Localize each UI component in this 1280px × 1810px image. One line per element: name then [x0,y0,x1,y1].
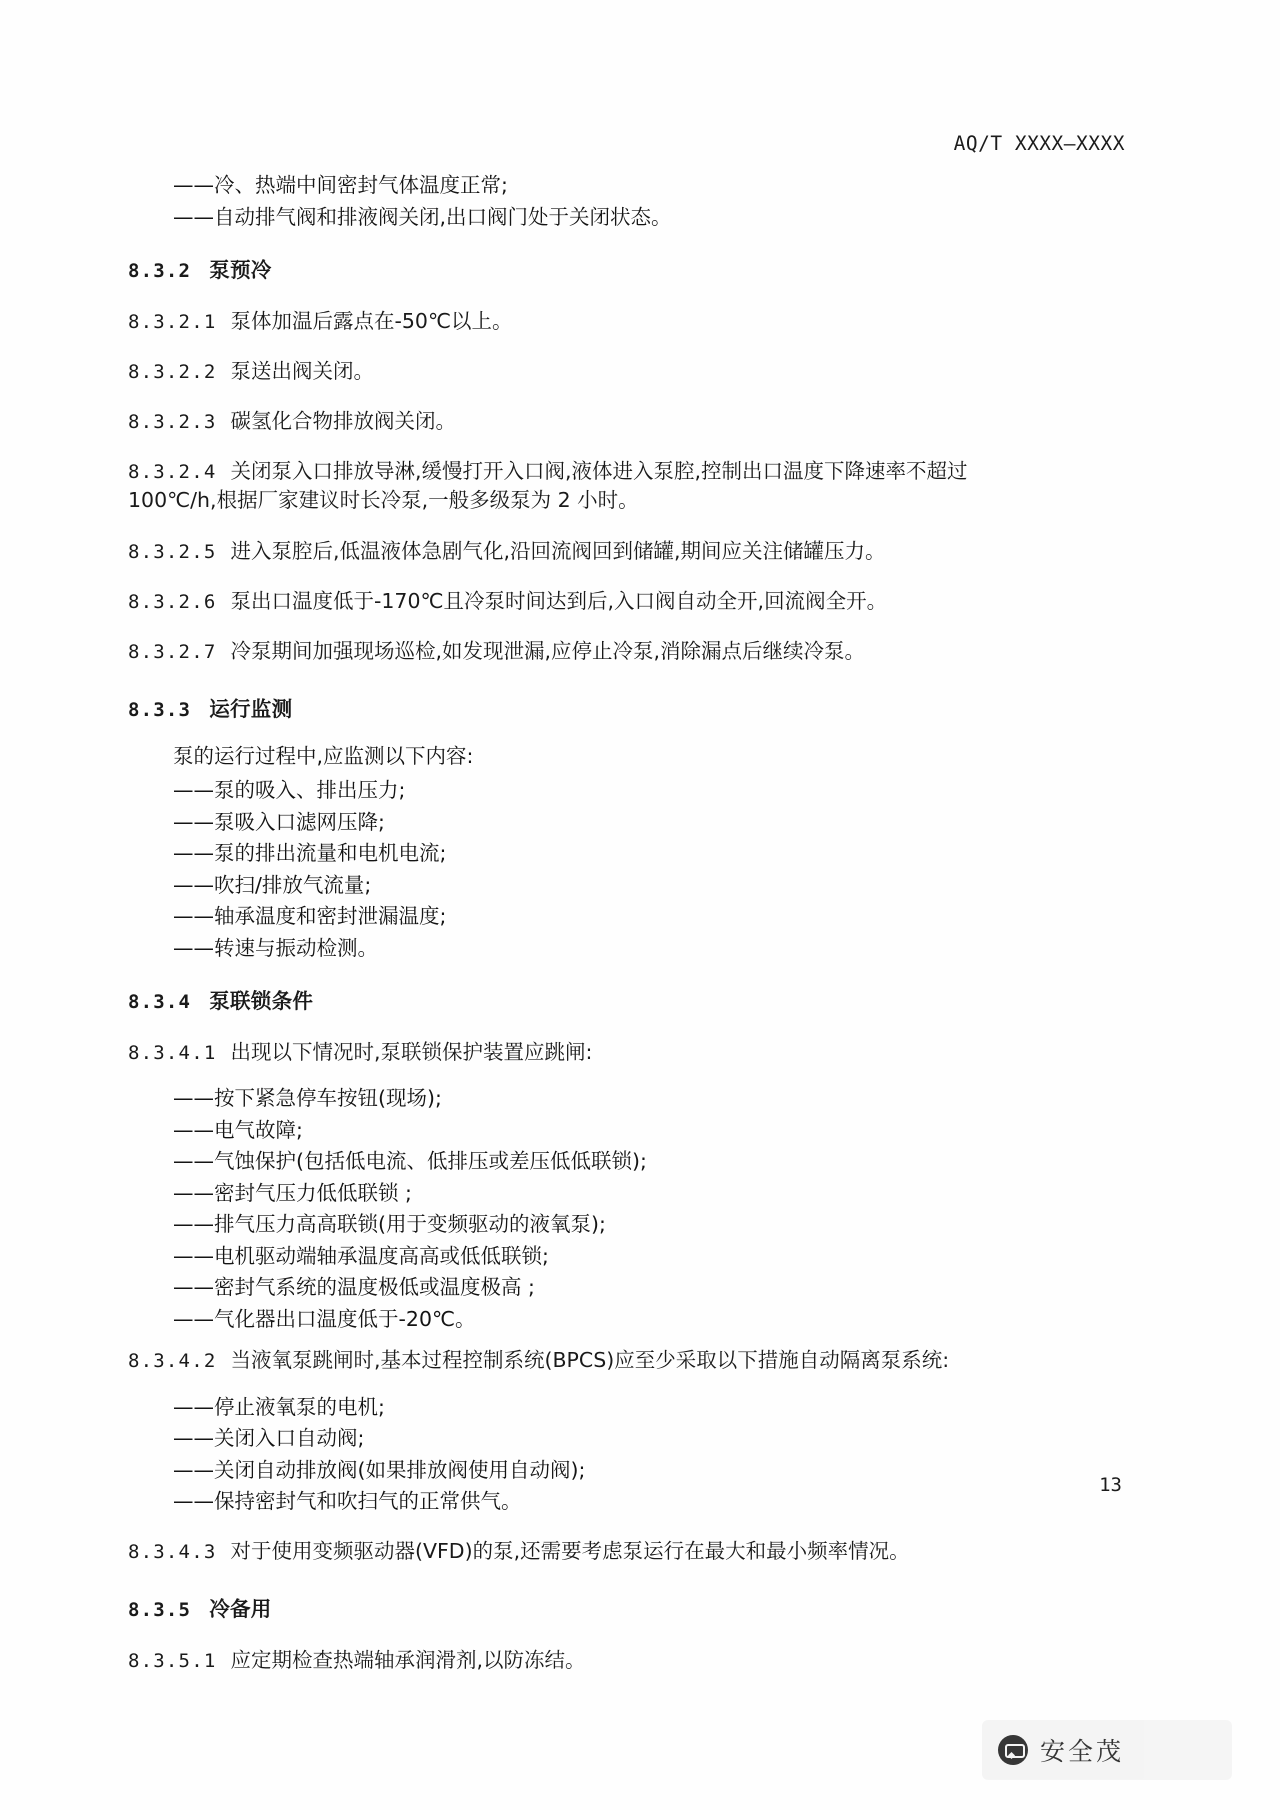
section-number: 8.3.5 [128,1598,192,1621]
section-number: 8.3.2 [128,260,192,282]
clause-number: 8.3.2.2 [128,361,217,384]
page-number: 13 [1099,1474,1122,1496]
clause-8351 [128,1646,1008,1675]
section-title: 泵联锁条件 [209,989,314,1014]
clause-8326 [128,587,1008,616]
clause-text: 当液氧泵跳闸时,基本过程控制系统(BPCS)应至少采取以下措施自动隔离泵系统: [230,1348,950,1373]
section-heading-834 [128,984,1008,1014]
clause-text: 泵送出阀关闭。 [230,359,374,384]
list-item: ——自动排气阀和排液阀关闭,出口阀门处于关闭状态。 [173,204,672,229]
list-item: ——密封气系统的温度极低或温度极高 ; [173,1275,535,1300]
clause-number: 8.3.2.1 [128,311,217,333]
list-item: ——密封气压力低低联锁 ; [173,1180,412,1205]
document-body [128,175,1008,1696]
clause-text: 对于使用变频驱动器(VFD)的泵,还需要考虑泵运行在最大和最小频率情况。 [230,1538,910,1563]
section-heading-835 [128,1592,1008,1622]
clause-text: 冷泵期间加强现场巡检,如发现泄漏,应停止冷泵,消除漏点后继续冷泵。 [230,638,866,663]
section-title: 泵预冷 [209,258,272,282]
clause-text: 出现以下情况时,泵联锁保护装置应跳闸: [230,1040,593,1065]
section-title: 冷备用 [209,1596,272,1621]
watermark-label: 安全茂 [1040,1737,1125,1766]
list-item: ——吹扫/排放气流量; [173,872,372,897]
list-item: ——泵的吸入、排出压力; [173,778,406,803]
list-item: ——关闭自动排放阀(如果排放阀使用自动阀); [173,1457,586,1482]
clause-number: 8.3.2.6 [128,590,217,613]
clause-8325 [128,537,1008,566]
section-heading-832 [128,253,1008,283]
section-lead-text: 泵的运行过程中,应监测以下内容: [173,743,474,768]
clause-number: 8.3.2.4 [128,461,217,484]
page-header-code: AQ/T XXXX—XXXX [953,132,1125,155]
section-title: 运行监测 [209,696,293,721]
list-item: ——排气压力高高联锁(用于变频驱动的液氧泵); [173,1212,606,1237]
list-item: ——泵的排出流量和电机电流; [173,841,447,866]
list-item: ——冷、热端中间密封气体温度正常; [173,173,508,197]
clause-8342 [128,1346,1008,1375]
list-item: ——转速与振动检测。 [173,935,378,960]
clause-text: 碳氢化合物排放阀关闭。 [230,409,456,434]
list-item: ——电气故障; [173,1117,303,1142]
clause-8341 [128,1038,1008,1067]
clause-number: 8.3.2.5 [128,540,217,563]
section-number: 8.3.4 [128,991,192,1014]
list-item: ——气化器出口温度低于-20℃。 [173,1306,476,1331]
clause-number: 8.3.2.3 [128,411,217,434]
list-item: ——电机驱动端轴承温度高高或低低联锁; [173,1243,549,1268]
clause-text: 泵出口温度低于-170℃且冷泵时间达到后,入口阀自动全开,回流阀全开。 [230,588,888,613]
clause-text: 应定期检查热端轴承润滑剂,以防冻结。 [230,1647,586,1672]
clause-8324 [128,457,1008,515]
clause-8322 [128,357,1008,386]
clause-8321 [128,307,1008,336]
list-item: ——停止液氧泵的电机; [173,1394,385,1419]
clause-8327 [128,637,1008,666]
clause-number: 8.3.4.1 [128,1042,217,1065]
section-number: 8.3.3 [128,698,192,721]
list-item: ——轴承温度和密封泄漏温度; [173,904,447,929]
clause-number: 8.3.2.7 [128,640,217,663]
clause-8323 [128,407,1008,436]
list-item: ——关闭入口自动阀; [173,1426,365,1451]
list-item: ——按下紧急停车按钮(现场); [173,1086,442,1111]
clause-text: 关闭泵入口排放导淋,缓慢打开入口阀,液体进入泵腔,控制出口温度下降速率不超过100℃/h,根据厂家建议时长冷泵,一般多级泵为 2 小时。 [128,459,968,513]
list-item: ——保持密封气和吹扫气的正常供气。 [173,1489,522,1514]
clause-text: 泵体加温后露点在-50℃以上。 [230,309,513,333]
section-heading-833 [128,692,1008,722]
clause-number: 8.3.4.2 [128,1350,217,1373]
watermark-badge [982,1720,1232,1780]
list-item: ——气蚀保护(包括低电流、低排压或差压低低联锁); [173,1149,647,1174]
clause-text: 进入泵腔后,低温液体急剧气化,沿回流阀回到储罐,期间应关注储罐压力。 [230,538,886,563]
list-item: ——泵吸入口滤网压降; [173,809,385,834]
clause-number: 8.3.5.1 [128,1649,217,1672]
clause-8343 [128,1537,1008,1566]
wechat-icon [998,1735,1028,1765]
clause-number: 8.3.4.3 [128,1540,217,1563]
